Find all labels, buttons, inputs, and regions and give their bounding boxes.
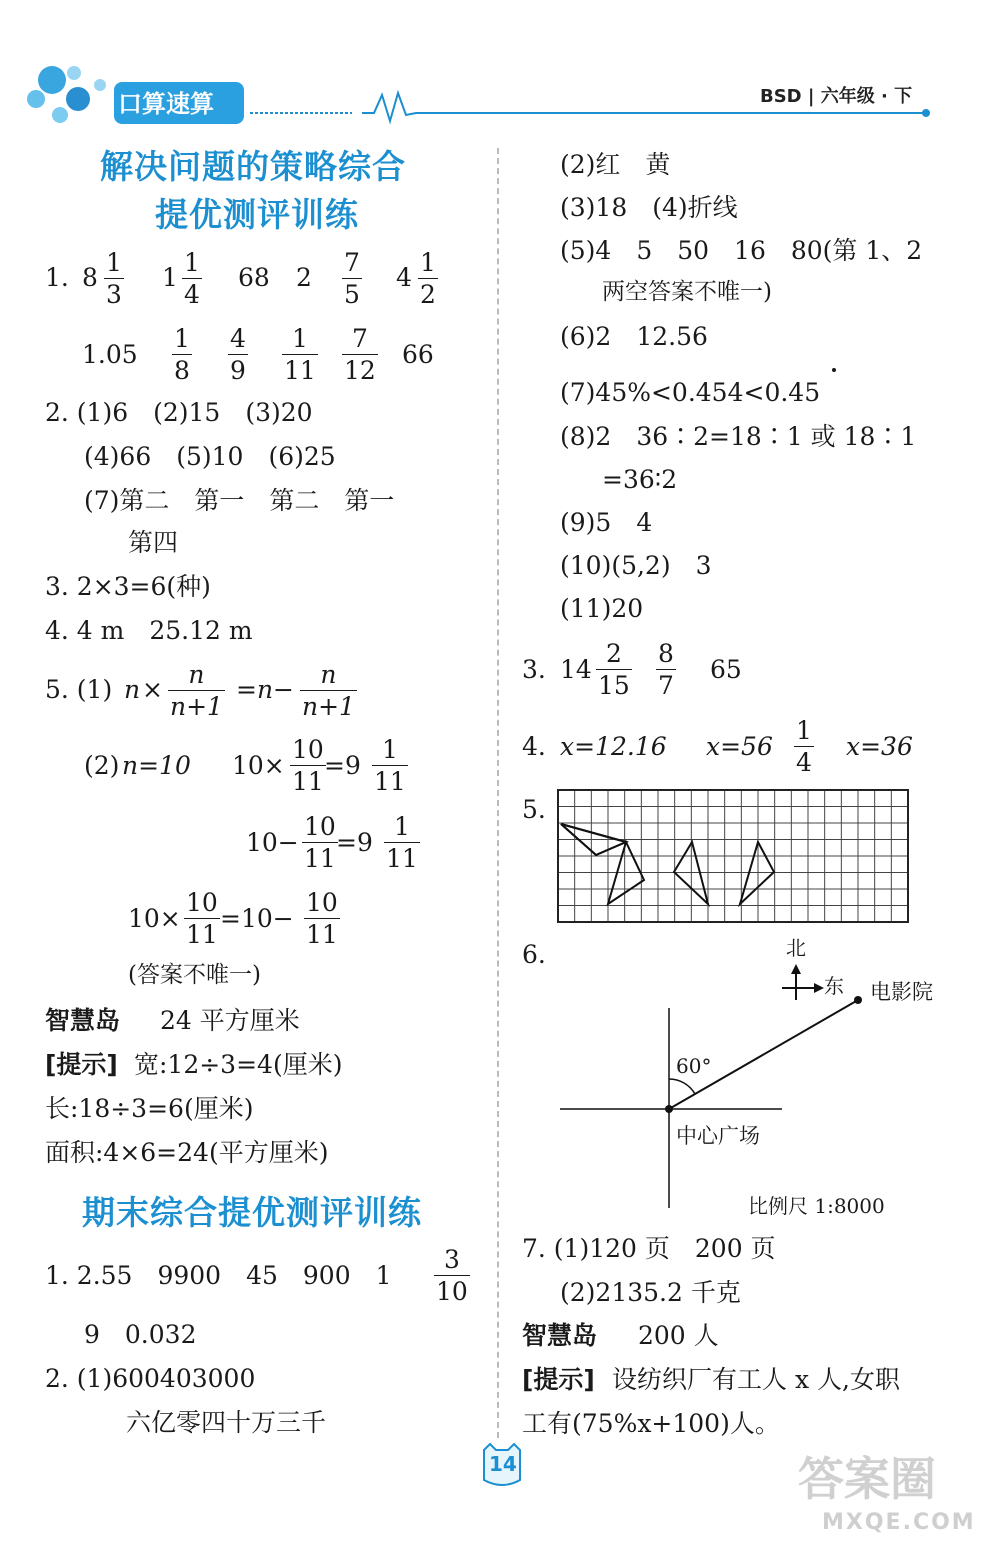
rq7-line2: (2)2135.2 千克 bbox=[560, 1278, 741, 1307]
q1-f-whole: 4 bbox=[396, 263, 412, 292]
logo-text: 口算速算 bbox=[118, 90, 214, 118]
denominator: 11 bbox=[292, 767, 324, 796]
r-wisdom-island-label: 智慧岛 bbox=[522, 1321, 598, 1350]
numerator: 10 bbox=[186, 888, 218, 917]
q5-2-a-result-fraction bbox=[372, 737, 408, 794]
q5-2-label: (2) bbox=[84, 751, 120, 780]
map-east-label: 东 bbox=[824, 974, 844, 998]
q1-a-fraction bbox=[104, 250, 124, 307]
r-item10: (10)(5,2) 3 bbox=[560, 551, 712, 580]
center-point bbox=[665, 1105, 673, 1113]
rq7-line1: 7. (1)120 页 200 页 bbox=[522, 1234, 776, 1263]
q1-a-whole: 8 bbox=[82, 263, 98, 292]
q5-n: n bbox=[124, 675, 141, 704]
denominator: 12 bbox=[344, 356, 376, 385]
r-item5-line1: (5)4 5 50 16 80(第 1、2 bbox=[560, 236, 923, 265]
numerator: 4 bbox=[230, 324, 246, 353]
denominator: n+1 bbox=[302, 692, 355, 721]
watermark-top: 答案圈 bbox=[798, 1452, 936, 1506]
q1-g: 1.05 bbox=[82, 340, 138, 369]
r-item9: (9)5 4 bbox=[560, 508, 653, 537]
q1-c: 68 bbox=[238, 263, 270, 292]
numerator: 1 bbox=[184, 248, 200, 277]
r-item3: (3)18 (4)折线 bbox=[560, 193, 738, 222]
numerator: 7 bbox=[344, 248, 360, 277]
numerator: 1 bbox=[420, 248, 436, 277]
numerator: 10 bbox=[292, 735, 324, 764]
denominator: 7 bbox=[658, 671, 674, 700]
q3-answer: 3. 2×3=6(种) bbox=[45, 572, 211, 601]
r-item6: (6)2 12.56 bbox=[560, 322, 708, 351]
wisdom-island-label: 智慧岛 bbox=[45, 1006, 121, 1035]
denominator: 10 bbox=[436, 1277, 468, 1306]
watermark-bottom: MXQE.COM bbox=[822, 1510, 976, 1535]
map-scale-label: 比例尺 1:8000 bbox=[748, 1194, 885, 1218]
angle-arc bbox=[669, 1079, 695, 1094]
numerator: 1 bbox=[174, 324, 190, 353]
r-item2: (2)红 黄 bbox=[560, 150, 671, 179]
q2-line4: 第四 bbox=[128, 528, 179, 557]
numerator: 1 bbox=[796, 716, 812, 745]
column-divider bbox=[497, 148, 499, 1438]
q5-2-n-value: n=10 bbox=[122, 751, 191, 780]
q5-2-b-fraction bbox=[302, 814, 338, 871]
denominator: 11 bbox=[386, 844, 418, 873]
hint-line1: 宽:12÷3=4(厘米) bbox=[134, 1050, 343, 1079]
r-hint-line2: 工有(75%x+100)人。 bbox=[522, 1409, 780, 1438]
edition-label: BSD | 六年级 · 下 bbox=[760, 86, 913, 107]
q5-2-b: 10− bbox=[246, 828, 299, 857]
hint-line3: 面积:4×6=24(平方厘米) bbox=[45, 1138, 329, 1167]
hint-label: [提示] bbox=[45, 1050, 118, 1079]
q1-f-fraction bbox=[418, 250, 438, 307]
numerator: 10 bbox=[306, 888, 338, 917]
q5-fraction bbox=[168, 662, 225, 719]
rq5-number: 5. bbox=[522, 795, 546, 824]
rq3-a-fraction bbox=[596, 641, 632, 698]
denominator: 4 bbox=[184, 280, 200, 309]
numerator: 1 bbox=[291, 324, 308, 353]
numerator: n bbox=[320, 660, 337, 689]
q1-i-fraction bbox=[228, 326, 248, 383]
q2-line3: (7)第二 第一 第二 第一 bbox=[84, 486, 395, 515]
rq4-number: 4. bbox=[522, 732, 546, 761]
section1-title-line1: 解决问题的策略综合 bbox=[100, 147, 406, 186]
q5-2-c: 10× bbox=[128, 904, 181, 933]
rq6-number: 6. bbox=[522, 940, 546, 969]
denominator: 4 bbox=[796, 748, 812, 777]
repeating-decimal-dot bbox=[832, 368, 836, 372]
hint-line2: 长:18÷3=6(厘米) bbox=[45, 1094, 254, 1123]
numerator: 10 bbox=[304, 812, 336, 841]
r-item8-line1: (8)2 36∶2=18∶1 或 18∶1 bbox=[560, 422, 917, 451]
denominator: 8 bbox=[174, 356, 190, 385]
p1-line2: 9 0.032 bbox=[84, 1320, 197, 1349]
denominator: 11 bbox=[374, 767, 406, 796]
q4-answer: 4. 4 m 25.12 m bbox=[45, 616, 253, 645]
rq4-c: x=36 bbox=[846, 732, 913, 761]
numerator: 2 bbox=[605, 639, 622, 668]
q1-j-fraction bbox=[282, 326, 318, 383]
q5-2-a-result: =9 bbox=[324, 751, 361, 780]
numerator: 1 bbox=[106, 248, 122, 277]
q5-note: (答案不唯一) bbox=[128, 962, 261, 988]
denominator: 11 bbox=[304, 844, 336, 873]
q1-k-fraction bbox=[342, 326, 378, 383]
denominator: 11 bbox=[284, 356, 316, 385]
rq3-a-whole: 14 bbox=[560, 655, 592, 684]
r-item8-line2: =36∶2 bbox=[602, 465, 678, 494]
q1-number: 1. bbox=[45, 263, 69, 292]
q1-b-whole: 1 bbox=[162, 263, 178, 292]
q1-l: 66 bbox=[402, 340, 434, 369]
p1-line1: 1. 2.55 9900 45 900 1 bbox=[45, 1261, 392, 1290]
section2-title: 期末综合提优测评训练 bbox=[82, 1193, 422, 1232]
rq4-b-fraction bbox=[794, 718, 814, 775]
r-item7: (7)45%<0.454<0.45 bbox=[560, 378, 821, 407]
q5-2-c-result-fraction bbox=[304, 890, 340, 947]
denominator: n+1 bbox=[170, 692, 223, 721]
q2-line2: (4)66 (5)10 (6)25 bbox=[84, 442, 336, 471]
numerator: 7 bbox=[351, 324, 368, 353]
section1-title-line2: 提优测评训练 bbox=[155, 195, 359, 234]
numerator: 3 bbox=[443, 1245, 460, 1274]
r-wisdom-island-answer: 200 人 bbox=[638, 1321, 719, 1350]
numerator: 1 bbox=[381, 735, 398, 764]
q1-b-fraction bbox=[182, 250, 202, 307]
q1-d: 2 bbox=[296, 263, 312, 292]
map-angle-label: 60° bbox=[676, 1054, 712, 1078]
q5-number: 5. (1) bbox=[45, 675, 113, 704]
q5-2-c-result: =10− bbox=[220, 904, 294, 933]
rq3-number: 3. bbox=[522, 655, 546, 684]
q5-2-a-fraction bbox=[290, 737, 326, 794]
denominator: 9 bbox=[230, 356, 246, 385]
denominator: 11 bbox=[186, 920, 218, 949]
map-cinema-label: 电影院 bbox=[870, 980, 933, 1004]
rq3-b-fraction bbox=[656, 641, 676, 698]
map-diagram bbox=[556, 960, 956, 1210]
q1-e-fraction bbox=[342, 250, 362, 307]
r-item5-line2: 两空答案不唯一) bbox=[602, 279, 772, 305]
q5-equals: =n− bbox=[236, 675, 294, 704]
page-number: 14 bbox=[489, 1452, 517, 1476]
p1-fraction bbox=[434, 1247, 470, 1304]
p2-line2: 六亿零四十万三千 bbox=[126, 1408, 327, 1437]
q1-h-fraction bbox=[172, 326, 192, 383]
wisdom-island-answer: 24 平方厘米 bbox=[160, 1006, 300, 1035]
denominator: 3 bbox=[106, 280, 122, 309]
numerator: 8 bbox=[658, 639, 674, 668]
rq5-grid-figure bbox=[556, 788, 912, 926]
r-hint-line1: 设纺织厂有工人 x 人,女职 bbox=[612, 1365, 900, 1394]
q5-2-a: 10× bbox=[232, 751, 285, 780]
r-item11: (11)20 bbox=[560, 594, 644, 623]
r-hint-label: [提示] bbox=[522, 1365, 595, 1394]
rq3-c: 65 bbox=[710, 655, 742, 684]
denominator: 15 bbox=[598, 671, 630, 700]
q5-2-c-fraction bbox=[184, 890, 220, 947]
q2-line1: 2. (1)6 (2)15 (3)20 bbox=[45, 398, 313, 427]
numerator: n bbox=[188, 660, 205, 689]
bubbles-logo-icon bbox=[27, 66, 106, 123]
numerator: 1 bbox=[393, 812, 410, 841]
cinema-point bbox=[854, 996, 862, 1004]
q5-times: × bbox=[142, 675, 163, 704]
denominator: 2 bbox=[420, 280, 436, 309]
q5-fraction2 bbox=[300, 662, 357, 719]
q5-2-b-result: =9 bbox=[336, 828, 373, 857]
rq4-b: x=56 bbox=[706, 732, 773, 761]
p2-line1: 2. (1)600403000 bbox=[45, 1364, 256, 1393]
denominator: 5 bbox=[344, 280, 360, 309]
compass-icon bbox=[782, 964, 824, 1000]
denominator: 11 bbox=[306, 920, 338, 949]
rq4-a: x=12.16 bbox=[560, 732, 667, 761]
map-center-label: 中心广场 bbox=[676, 1124, 760, 1148]
map-north-label: 北 bbox=[786, 936, 806, 960]
q5-2-b-result-fraction bbox=[384, 814, 420, 871]
